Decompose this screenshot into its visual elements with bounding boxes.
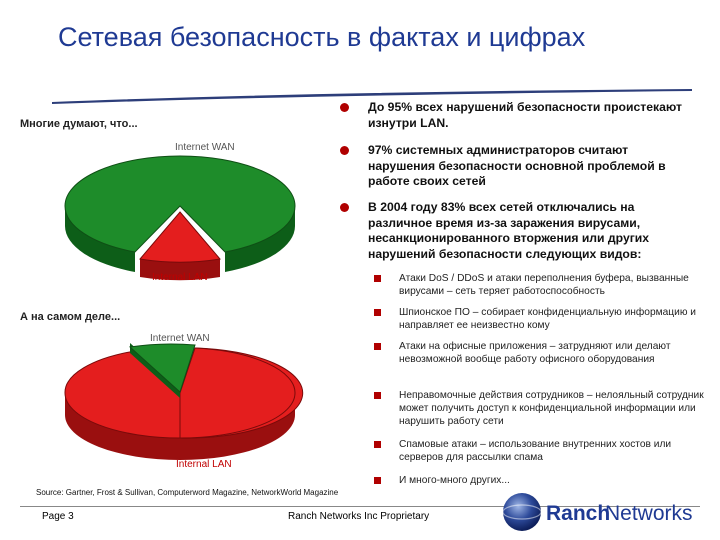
square-bullet-icon [374,392,381,399]
pie1-wan-label: Internet WAN [175,142,235,153]
page-title: Сетевая безопасность в фактах и цифрах [58,22,586,52]
perception-label: Многие думают, что... [20,118,138,130]
fact-text: В 2004 году 83% всех сетей отключались на различное время из-за заражения вирусами, несанкционированного вторжения или других нарушений безопасности следующих видов: [368,200,650,261]
fact-text: До 95% всех нарушений безопасности проистекают изнутри LAN. [368,100,682,130]
pie-chart-perceived [55,152,305,282]
logo-word-networks: Networks [605,502,693,525]
bullet-icon [340,203,349,212]
pie2-wan-label: Internet WAN [150,333,210,344]
attack-text: Спамовые атаки – использование внутренних хостов или серверов для рассылки спама [399,439,672,463]
reality-label: А на самом деле... [20,311,121,323]
square-bullet-icon [374,309,381,316]
page-number: Page 3 [42,511,74,522]
square-bullet-icon [374,441,381,448]
pie2-lan-label: Internal LAN [176,459,232,470]
source-note: Source: Gartner, Frost & Sullivan, Computerword Magazine, NetworkWorld Magazine [36,488,339,497]
pie1-lan-label: Internal LAN [152,272,208,283]
bullet-icon [340,103,349,112]
attack-text: И много-много других... [399,475,510,486]
attack-text: Атаки DoS / DDoS и атаки переполнения буфера, вызванные вирусами – сеть теряет работоспособность [399,273,689,297]
ranch-networks-logo [500,488,710,536]
square-bullet-icon [374,343,381,350]
attack-text: Неправомочные действия сотрудников – нелояльный сотрудник может получить доступ к конфиденциальной информации или нарушить работу сети [399,390,704,427]
bullet-icon [340,146,349,155]
logo-globe-icon [503,493,541,531]
attack-text: Шпионское ПО – собирает конфиденциальную информацию и направляет ее неизвестно кому [399,307,696,331]
attack-text: Атаки на офисные приложения – затрудняют или делают невозможной вообще работу офисного оборудования [399,341,671,365]
logo-word-ranch: Ranch [546,502,611,525]
fact-text: 97% системных администраторов считают нарушения безопасности основной проблемой в работе своих сетей [368,143,666,188]
square-bullet-icon [374,275,381,282]
pie-chart-actual [55,343,315,468]
square-bullet-icon [374,477,381,484]
proprietary-notice: Ranch Networks Inc Proprietary [288,511,430,522]
